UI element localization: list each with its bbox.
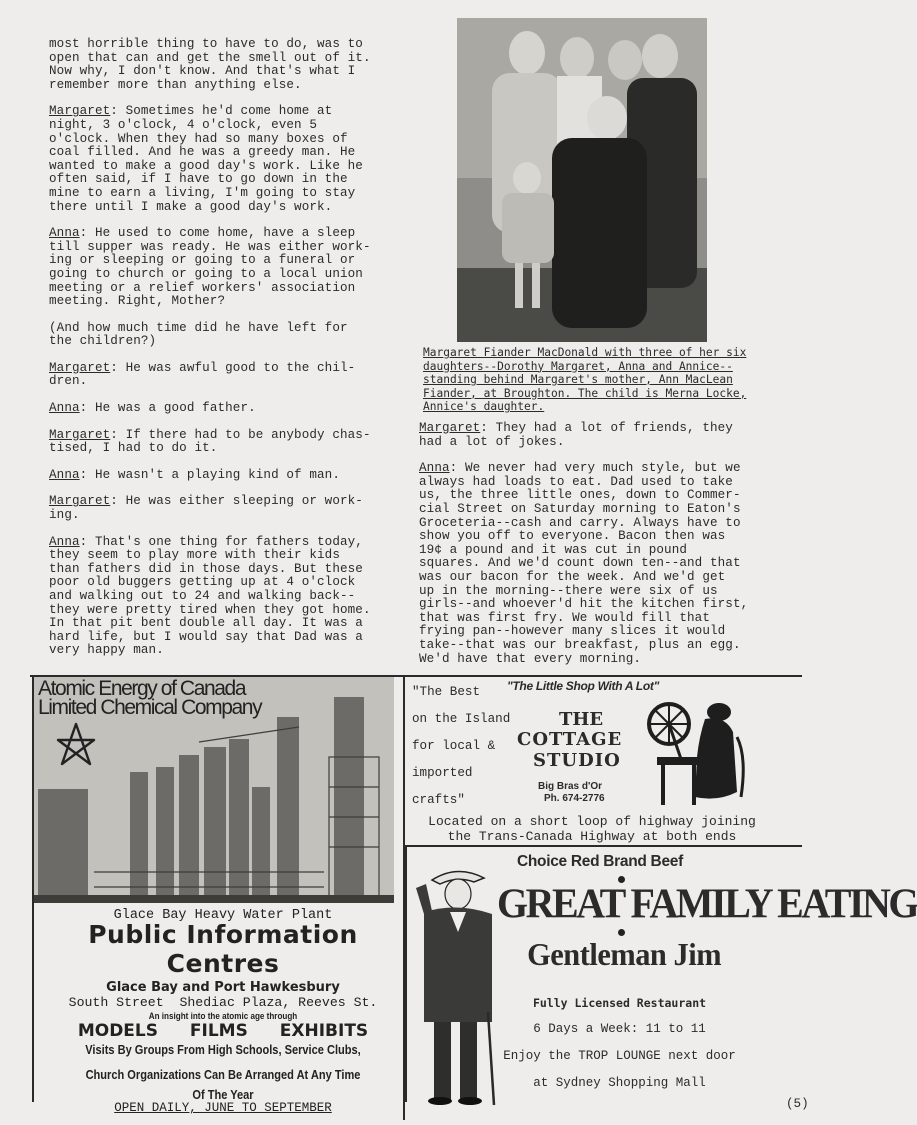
paragraph <box>49 536 399 658</box>
visits-text: Visits By Groups From High Schools, Service Clubs, <box>85 1042 361 1057</box>
insight-text: An insight into the atomic age through <box>148 1011 298 1021</box>
photo-caption: Margaret Fiander MacDonald with three of her six daughters--Dorothy Margaret, Anna and Annice--standing behind Margaret's mother, Ann MacLean Fiander, at Broughton. The child is Merna Locke, Annice's daughter. <box>423 346 747 413</box>
hours-text: 6 Days a Week: 11 to 11 <box>533 1022 706 1036</box>
page-number: (5) <box>786 1097 809 1111</box>
bullet-dot <box>618 929 625 936</box>
aecl-advertisement <box>34 677 394 1117</box>
speaker-name: Margaret <box>49 494 111 509</box>
paragraph <box>49 469 399 483</box>
speaker-name: Anna <box>49 534 80 549</box>
tagline-line: on the Island <box>412 712 511 726</box>
paragraph <box>49 429 399 456</box>
paragraph <box>49 322 399 349</box>
gentleman-jim-advertisement <box>407 848 917 1118</box>
speaker-name: Anna <box>49 226 80 241</box>
tagline-line: for local & <box>412 739 496 753</box>
tagline-line: crafts" <box>412 793 465 807</box>
restaurant-name: Gentleman Jim <box>527 936 722 972</box>
cottage-divider-rule <box>405 845 802 847</box>
shop-name-studio: STUDIO <box>533 750 621 771</box>
paragraph <box>419 462 779 666</box>
centre-addresses: South Street Shediac Plaza, Reeves St. <box>68 995 378 1010</box>
paragraph-text: : He was either sleeping or work- ing. <box>49 494 363 523</box>
headline-public-information: Public Information <box>88 920 358 949</box>
aecl-star-logo-icon <box>56 722 98 767</box>
shop-location: Located on a short loop of highway joining the Trans-Canada Highway at both ends <box>428 814 756 844</box>
shop-slogan: "The Little Shop With A Lot" <box>507 679 659 693</box>
paragraph-text: : We never had very much style, but we always had loads to eat. Dad used to take us, the three little ones, down to Commer- cial Street on Saturday morning to Eaton's Groceteria--cash and carry. Always have to show you off to everyone. Bacon then was 19¢ a pound and it was cut in pound squares. And we'd count down ten--and that was our bacon for the week. And we'd get up in the morning--there were six of us girls--and whoever'd hit the kitchen first, that was first fry. We would fill that frying pan--however many slices it would take--that was our breakfast, plus an egg. We'd have that every morning. <box>419 461 749 666</box>
paragraph-text: : He used to come home, have a sleep till supper was ready. He was either work- ing or sleeping or going to a funeral or going to church or going to a local union meeting or a relief workers' association meeting. Right, Mother? <box>49 226 371 309</box>
tagline-line: "The Best <box>412 685 481 699</box>
family-photo-image <box>457 18 707 342</box>
paragraph-text: (And how much time did he have left for the children?) <box>49 320 348 349</box>
lounge-text: Enjoy the TROP LOUNGE next door <box>503 1049 736 1063</box>
shop-name-cottage: COTTAGE <box>517 729 623 750</box>
paragraph-text: most horrible thing to have to do, was to open that can and get the smell out of it. Now why, I don't know. And that's what I remember more than anything else. <box>49 37 371 92</box>
paragraph <box>49 495 399 522</box>
licensed-text: Fully Licensed Restaurant <box>532 996 707 1010</box>
paragraph <box>49 105 399 214</box>
centre-locations: Glace Bay and Port Hawkesbury <box>106 980 340 995</box>
headline-centres: Centres <box>166 949 280 978</box>
paragraph <box>419 422 779 449</box>
paragraph-text: : That's one thing for fathers today, they seem to play more with their kids than fathers did in those days. But these poor old buggers getting up at 4 o'clock and walking out to 24 and walking back-- they were pretty tired when they got home. In that pit bent double all day. It was a hard life, but I would say that Dad was a very happy man. <box>49 534 371 658</box>
speaker-name: Margaret <box>49 427 111 442</box>
cottage-studio-advertisement <box>407 677 807 845</box>
tagline-line: imported <box>412 766 473 780</box>
open-dates-text: OPEN DAILY, JUNE TO SEPTEMBER <box>114 1101 332 1115</box>
speaker-name: Margaret <box>49 360 111 375</box>
speaker-name: Anna <box>49 401 80 416</box>
paragraph <box>49 38 399 92</box>
shop-phone: Ph. 674-2776 <box>544 793 605 804</box>
paragraph-text: : They had a lot of friends, they had a lot of jokes. <box>419 421 733 449</box>
speaker-name: Anna <box>49 467 80 482</box>
paragraph <box>49 227 399 309</box>
heavy-water-plant-photo <box>34 677 394 903</box>
paragraph-text: : If there had to be anybody chas- tised, I had to do it. <box>49 427 371 456</box>
family-photo <box>457 18 707 342</box>
spinning-wheel-silhouette-icon <box>647 697 747 812</box>
speaker-name: Margaret <box>49 104 111 119</box>
mall-location-text: at Sydney Shopping Mall <box>533 1076 706 1090</box>
shop-place: Big Bras d'Or <box>538 781 603 792</box>
plant-name: Glace Bay Heavy Water Plant <box>113 908 333 923</box>
paragraph-text: : He wasn't a playing kind of man. <box>79 467 340 482</box>
paragraph <box>49 362 399 389</box>
left-text-column <box>49 38 399 671</box>
paragraph-text: : Sometimes he'd come home at night, 3 o'clock, 4 o'clock, even 5 o'clock. When they had so many boxes of coal filled. And he was a greedy man. He wanted to make a good day's work. Like he often said, if I have to go down in the mine to earn a living, I'm going to stay there until I make a good day's work. <box>49 104 363 214</box>
paragraph-text: : He was a good father. <box>79 401 256 416</box>
beef-tagline: Choice Red Brand Beef <box>517 853 683 870</box>
paragraph-text: : He was awful good to the chil- dren. <box>49 360 356 389</box>
church-text: Church Organizations Can Be Arranged At Any Time <box>85 1067 361 1082</box>
speaker-name: Anna <box>419 461 450 476</box>
features-text: MODELS FILMS EXHIBITS <box>77 1021 369 1041</box>
aecl-company-title: Atomic Energy of Canada Limited Chemical Company <box>38 677 262 719</box>
speaker-name: Margaret <box>419 421 481 435</box>
great-family-eating-headline: GREAT FAMILY EATING <box>497 879 917 928</box>
gentleman-figure-illustration <box>412 862 497 1107</box>
right-text-column <box>419 422 779 679</box>
paragraph <box>49 402 399 416</box>
year-text: Of The Year <box>192 1087 254 1102</box>
shop-name-the: THE <box>559 709 604 730</box>
